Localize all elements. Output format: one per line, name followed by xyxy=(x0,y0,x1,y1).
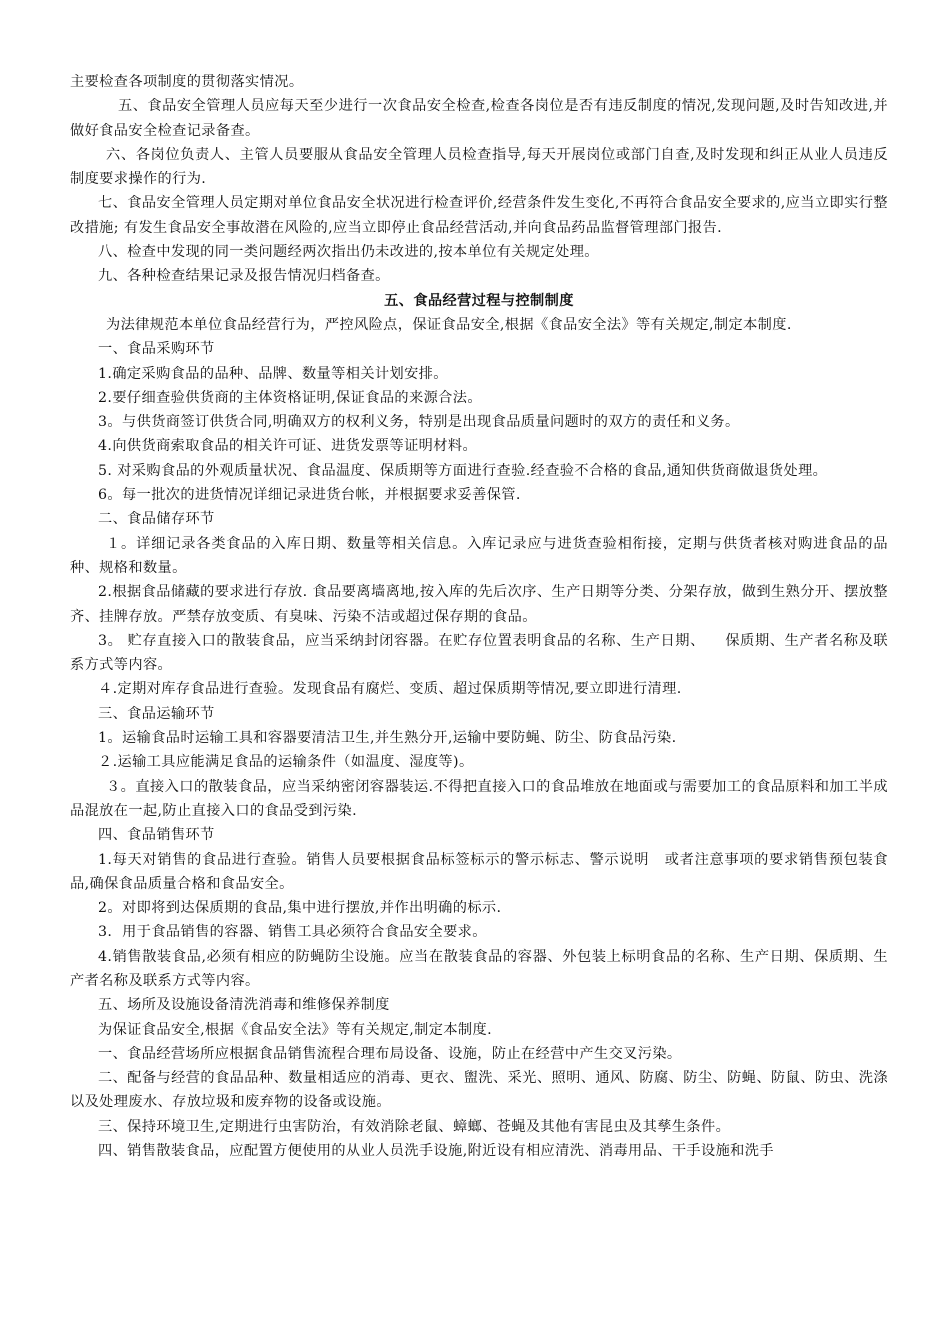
section-title: 五、食品经营过程与控制制度 xyxy=(384,292,574,309)
paragraph: 6。每一批次的进货情况详细记录进货台帐，并根据要求妥善保管. xyxy=(98,487,521,504)
paragraph: ４.定期对库存食品进行查验。发现食品有腐烂、变质、超过保质期等情况,要立即进行清理. xyxy=(98,681,682,698)
subsection-heading: 四、食品销售环节 xyxy=(98,827,215,844)
paragraph: 2.要仔细查验供货商的主体资格证明,保证食品的来源合法。 xyxy=(98,389,482,406)
paragraph: 八、检查中发现的同一类问题经两次指出仍未改进的,按本单位有关规定处理。 xyxy=(98,244,599,261)
paragraph: 一、食品经营场所应根据食品销售流程合理布局设备、设施，防止在经营中产生交叉污染。 xyxy=(98,1045,682,1062)
paragraph: 3。与供货商签订供货合同,明确双方的权利义务，特别是出现食品质量问题时的双方的责任和义务。 xyxy=(98,414,740,431)
paragraph: 4.向供货商索取食品的相关许可证、进货发票等证明材料。 xyxy=(98,438,478,455)
paragraph: 1.每天对销售的食品进行查验。销售人员要根据食品标签标示的警示标志、警示说明 或者注意事项的要求销售预包装食品,确保食品质量合格和食品安全。 xyxy=(70,851,888,892)
paragraph: 二、配备与经营的食品品种、数量相适应的消毒、更衣、盥洗、采光、照明、通风、防腐、防尘、防蝇、防鼠、防虫、洗涤以及处理废水、存放垃圾和废弃物的设备或设施。 xyxy=(70,1070,888,1111)
paragraph: 1.确定采购食品的品种、品牌、数量等相关计划安排。 xyxy=(98,365,448,382)
paragraph: 5. 对采购食品的外观质量状况、食品温度、保质期等方面进行查验.经查验不合格的食品,通知供货商做退货处理。 xyxy=(98,462,828,479)
paragraph: 七、食品安全管理人员定期对单位食品安全状况进行检查评价,经营条件发生变化,不再符合食品安全要求的,应当立即实行整改措施; 有发生食品安全事故潜在风险的,应当立即停止食品经营活动,并向食品药品监督管理部门报告. xyxy=(70,195,888,236)
paragraph: ３。直接入口的散装食品，应当采纳密闭容器装运.不得把直接入口的食品堆放在地面或与需要加工的食品原料和加工半成品混放在一起,防止直接入口的食品受到污染. xyxy=(70,778,888,819)
paragraph: 3。 贮存直接入口的散装食品，应当采纳封闭容器。在贮存位置表明食品的名称、生产日期、 保质期、生产者名称及联系方式等内容。 xyxy=(70,632,888,674)
paragraph: 六、各岗位负责人、主管人员要服从食品安全管理人员检查指导,每天开展岗位或部门自查,及时发现和纠正从业人员违反制度要求操作的行为. xyxy=(70,146,888,188)
subsection-heading: 五、场所及设施设备清洗消毒和维修保养制度 xyxy=(98,997,390,1014)
subsection-heading: 二、食品储存环节 xyxy=(98,511,215,528)
paragraph: １。详细记录各类食品的入库日期、数量等相关信息。入库记录应与进货查验相衔接，定期与供货者核对购进食品的品种、规格和数量。 xyxy=(70,535,888,576)
paragraph: 2.根据食品储藏的要求进行存放. 食品要离墙离地,按入库的先后次序、生产日期等分类、分架存放，做到生熟分开、摆放整齐、挂牌存放。严禁存放变质、有臭味、污染不洁或超过保存期的食品。 xyxy=(70,584,888,625)
paragraph: 三、保持环境卫生,定期进行虫害防治，有效消除老鼠、蟑螂、苍蝇及其他有害昆虫及其孳生条件。 xyxy=(98,1118,731,1135)
paragraph: 为保证食品安全,根据《食品安全法》等有关规定,制定本制度. xyxy=(98,1021,493,1038)
document-page xyxy=(70,70,888,1163)
paragraph: 4.销售散装食品,必须有相应的防蝇防尘设施。应当在散装食品的容器、外包装上标明食品的名称、生产日期、保质期、生产者名称及联系方式等内容。 xyxy=(70,948,888,989)
paragraph: 2。对即将到达保质期的食品,集中进行摆放,并作出明确的标示. xyxy=(98,900,502,917)
paragraph: ２.运输工具应能满足食品的运输条件（如温度、湿度等)。 xyxy=(98,754,474,771)
paragraph: 九、各种检查结果记录及报告情况归档备查。 xyxy=(98,268,390,285)
subsection-heading: 三、食品运输环节 xyxy=(98,705,215,722)
paragraph: 五、食品安全管理人员应每天至少进行一次食品安全检查,检查各岗位是否有违反制度的情况,发现问题,及时告知改进,并做好食品安全检查记录备查。 xyxy=(70,98,888,139)
paragraph: 为法律规范本单位食品经营行为，严控风险点，保证食品安全,根据《食品安全法》等有关规定,制定本制度. xyxy=(106,316,792,333)
subsection-heading: 一、食品采购环节 xyxy=(98,341,215,358)
paragraph: 1。运输食品时运输工具和容器要清洁卫生,并生熟分开,运输中要防蝇、防尘、防食品污染. xyxy=(98,730,677,747)
paragraph: 四、销售散装食品，应配置方便使用的从业人员洗手设施,附近设有相应清洗、消毒用品、干手设施和洗手 xyxy=(98,1143,774,1160)
paragraph: 主要检查各项制度的贯彻落实情况。 xyxy=(70,74,304,90)
paragraph: 3. 用于食品销售的容器、销售工具必须符合食品安全要求。 xyxy=(98,924,487,941)
